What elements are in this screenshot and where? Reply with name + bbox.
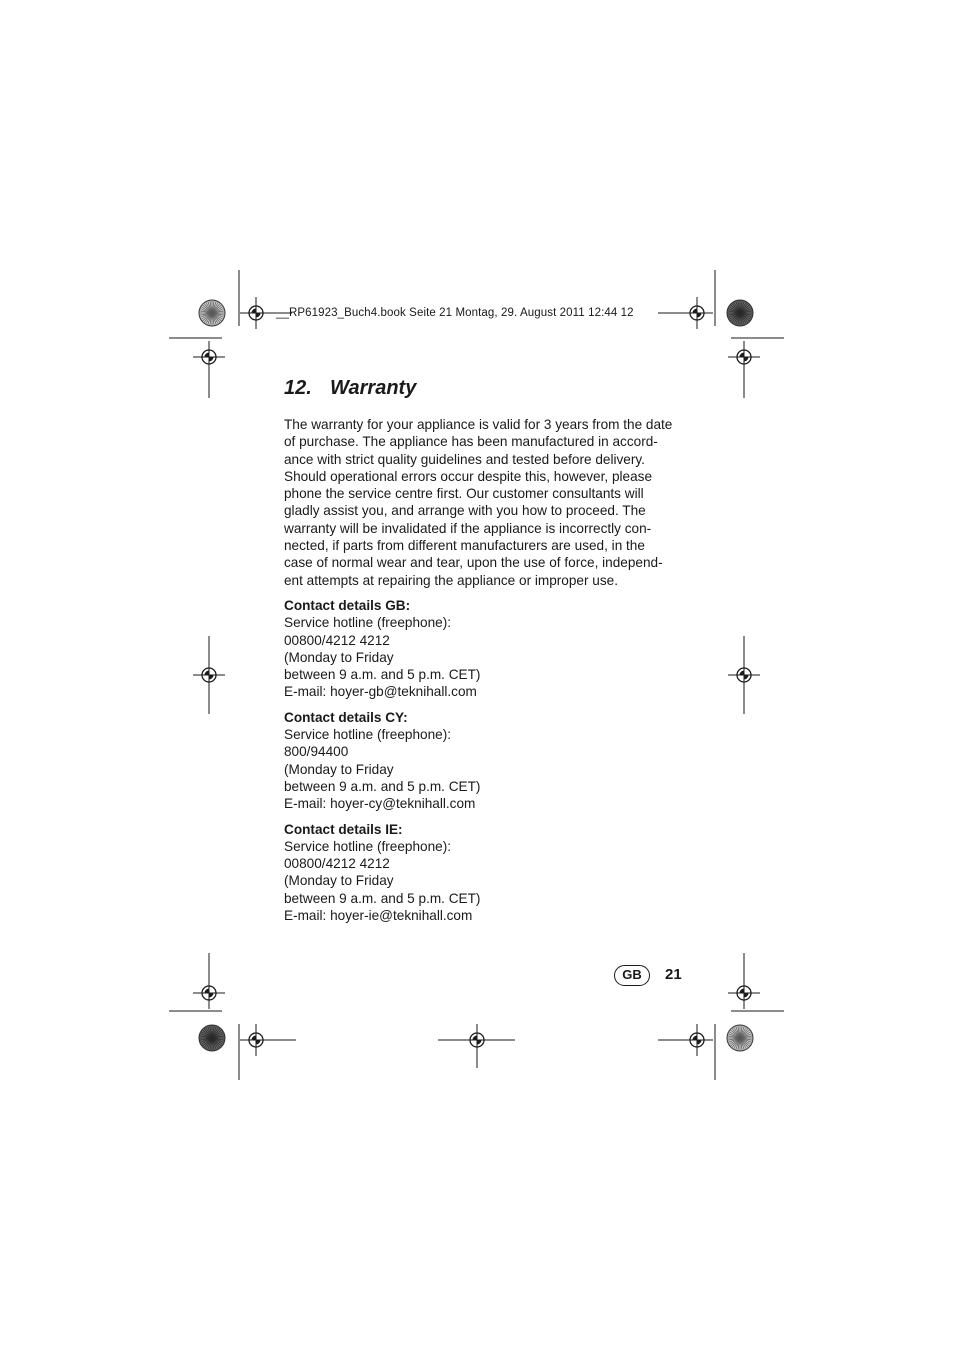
hours-line: (Monday to Friday [284, 873, 394, 889]
hotline-number: 00800/4212 4212 [284, 856, 390, 872]
paragraph-line: nected, if parts from different manufacturers are used, in the [284, 538, 645, 554]
contact-heading: Contact details IE: [284, 821, 403, 837]
paragraph-line: Should operational errors occur despite this, however, please [284, 468, 652, 484]
paragraph-line: warranty will be invalidated if the appliance is incorrectly con- [284, 520, 652, 536]
registration-mark [728, 977, 760, 1009]
contact-block-gb [284, 597, 686, 701]
hours-line: between 9 a.m. and 5 p.m. CET) [284, 667, 481, 683]
print-slug: __RP61923_Buch4.book Seite 21 Montag, 29. August 2011 12:44 12 [276, 307, 634, 319]
paragraph-line: phone the service centre first. Our customer consultants will [284, 486, 644, 502]
hours-line: between 9 a.m. and 5 p.m. CET) [284, 778, 481, 794]
paragraph-line: The warranty for your appliance is valid for 3 years from the date [284, 417, 673, 432]
section-title: Warranty [330, 377, 417, 399]
section-number: 12. [284, 377, 312, 399]
hours-line: (Monday to Friday [284, 761, 394, 777]
registration-mark [193, 977, 225, 1009]
registration-mark [681, 297, 713, 329]
body-text [284, 416, 686, 924]
registration-mark [240, 297, 272, 329]
page-number: 21 [665, 966, 682, 983]
contact-heading: Contact details GB: [284, 597, 411, 613]
registration-mark [193, 659, 225, 691]
paragraph-line: case of normal wear and tear, upon the use of force, independ- [284, 555, 663, 571]
colour-wheel [727, 300, 753, 326]
registration-mark [728, 659, 760, 691]
section-heading [284, 377, 416, 400]
contact-block-ie [284, 821, 686, 925]
registration-mark [728, 341, 760, 373]
hours-line: between 9 a.m. and 5 p.m. CET) [284, 890, 481, 906]
registration-mark [193, 341, 225, 373]
paragraph-line: ance with strict quality guidelines and tested before delivery. [284, 451, 645, 467]
hotline-label: Service hotline (freephone): [284, 615, 451, 631]
language-badge: GB [614, 965, 650, 986]
warranty-paragraph [284, 416, 686, 589]
hotline-label: Service hotline (freephone): [284, 727, 451, 743]
hours-line: (Monday to Friday [284, 649, 394, 665]
registration-mark [681, 1024, 713, 1056]
paragraph-line: of purchase. The appliance has been manufactured in accord- [284, 434, 658, 450]
contact-heading: Contact details CY: [284, 709, 408, 725]
colour-wheel [199, 1025, 225, 1051]
hotline-label: Service hotline (freephone): [284, 838, 451, 854]
paragraph-line: ent attempts at repairing the appliance or improper use. [284, 572, 618, 588]
hotline-number: 00800/4212 4212 [284, 632, 390, 648]
email-line: E-mail: hoyer-cy@teknihall.com [284, 796, 476, 812]
colour-wheel [727, 1025, 753, 1051]
hotline-number: 800/94400 [284, 744, 349, 760]
email-line: E-mail: hoyer-gb@teknihall.com [284, 684, 477, 700]
registration-mark [240, 1024, 272, 1056]
email-line: E-mail: hoyer-ie@teknihall.com [284, 908, 473, 924]
paragraph-line: gladly assist you, and arrange with you how to proceed. The [284, 503, 646, 519]
contact-block-cy [284, 709, 686, 813]
registration-mark [461, 1024, 493, 1056]
colour-wheel [199, 300, 225, 326]
